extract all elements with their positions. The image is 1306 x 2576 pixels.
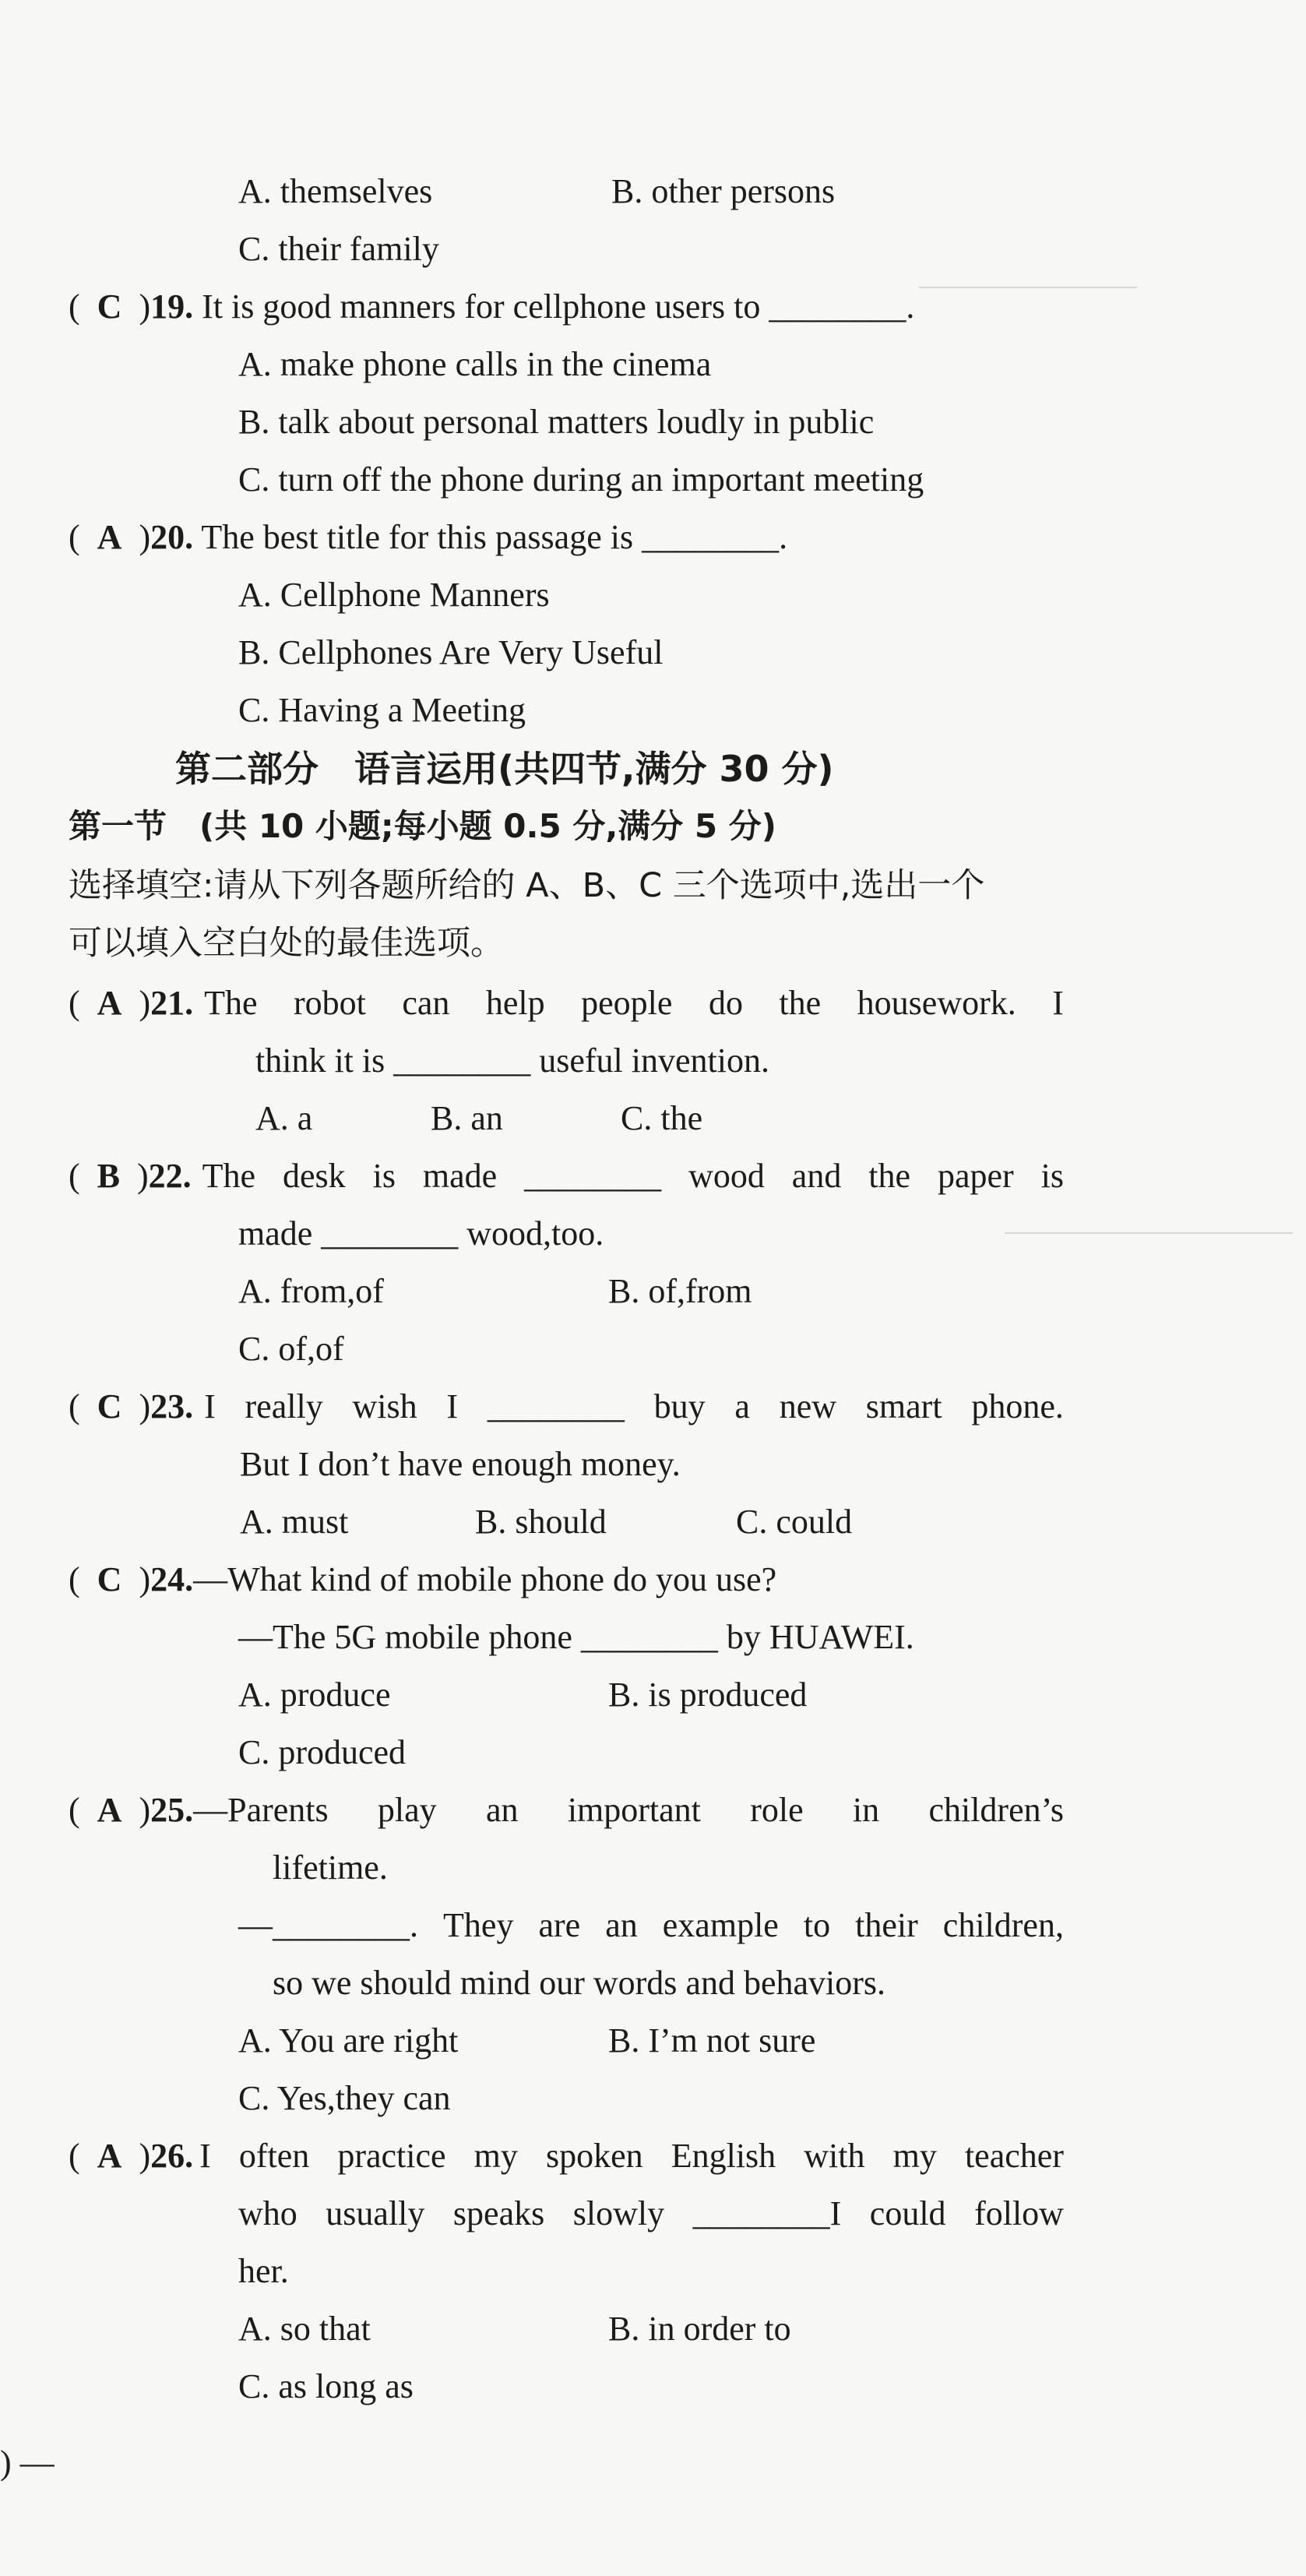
q23-option-c: C. could [736,1503,853,1541]
word: new [779,1387,837,1425]
q25-option-b: B. I’m not sure [608,2021,816,2060]
question-stem: —What kind of mobile phone do you use? [193,1560,777,1598]
word: to [803,1906,831,1944]
question-number: 20. [150,518,194,556]
word: people [581,984,673,1022]
instructions-line1: 选择填空:请从下列各题所给的 A、B、C 三个选项中,选出一个 [69,866,985,905]
word: the [779,984,822,1022]
word: an [605,1906,638,1944]
q20-option-b: B. Cellphones Are Very Useful [238,633,664,671]
word: in [852,1791,880,1829]
word: I [1052,984,1064,1022]
word: can [402,984,450,1022]
question-number: 26. [150,2137,194,2175]
question-24: ( C )24.—What kind of mobile phone do you use? [69,1560,777,1598]
answer-20: A [97,518,122,556]
q26-option-b: B. in order to [608,2310,791,2348]
word: is [372,1157,396,1195]
blank: —________. [238,1906,418,1944]
word: slowly [572,2194,665,2232]
q19-option-c: C. turn off the phone during an important meeting [238,460,924,499]
question-stem: The best title for this passage is ________. [201,518,788,556]
word: buy [653,1387,706,1425]
word: is [1040,1157,1064,1195]
word: a [734,1387,750,1425]
q25-line4: so we should mind our words and behaviors. [273,1964,886,2002]
word: paper [937,1157,1014,1195]
q22-line2: made ________ wood,too. [238,1214,604,1253]
answer-23: C [97,1387,122,1425]
word: phone. [971,1387,1064,1425]
word: robot [293,984,366,1022]
answer-22: B [97,1157,121,1195]
q26-line2 [238,2194,1064,2232]
word: made [422,1157,498,1195]
word: important [567,1791,701,1829]
q22-option-a: A. from,of [238,1272,384,1310]
q20-option-c: C. Having a Meeting [238,691,526,729]
word: my [892,2137,937,2175]
q21-option-c: C. the [621,1099,703,1137]
q22-option-b: B. of,from [608,1272,752,1310]
word: do [708,984,743,1022]
word: the [868,1157,911,1195]
q25-line2: lifetime. [273,1848,388,1887]
answer-26: A [97,2137,122,2175]
question-26: ( A )26. I often practice my spoken English with my teacher [69,2137,1064,2175]
blank: ________ [487,1387,625,1425]
question-number: 23. [150,1387,194,1425]
q18-option-c: C. their family [238,230,439,268]
q25-option-a: A. You are right [238,2021,459,2060]
word: help [485,984,545,1022]
word: housework. [857,984,1016,1022]
q23-line2: But I don’t have enough money. [240,1445,681,1483]
q26-line3: her. [238,2252,289,2290]
word: often [238,2137,310,2175]
question-22: ( B )22. The desk is made ________ wood and the paper is [69,1157,1064,1195]
question-25: ( A )25. —Parents play an important role in children’s [69,1791,1064,1829]
word: wish [352,1387,417,1425]
word: example [662,1906,779,1944]
word: The [202,1157,256,1195]
instructions-line2: 可以填入空白处的最佳选项。 [69,924,504,963]
q23-option-b: B. should [475,1503,607,1541]
word: —Parents [193,1791,329,1829]
word: practice [337,2137,446,2175]
word: play [377,1791,437,1829]
word: could [869,2194,946,2232]
q21-option-b: B. an [431,1099,503,1137]
question-stem: It is good manners for cellphone users to ________. [202,287,915,326]
question-number: 21. [150,984,194,1022]
word: usually [326,2194,425,2232]
q24-option-b: B. is produced [608,1676,808,1714]
question-20: ( A )20. The best title for this passage is ________. [69,518,788,556]
q19-option-b: B. talk about personal matters loudly in public [238,403,875,441]
word: I [199,2137,211,2175]
word: their [855,1906,918,1944]
q20-option-a: A. Cellphone Manners [238,576,550,614]
question-number: 25. [150,1791,194,1829]
q18-option-a: A. themselves [238,172,433,210]
word: They [443,1906,514,1944]
word: children, [942,1906,1064,1944]
question-number: 24. [150,1560,194,1598]
q24-option-a: A. produce [238,1676,391,1714]
scan-line [1005,1232,1293,1234]
answer-19: C [97,287,122,326]
blank: ________ [524,1157,662,1195]
word: my [473,2137,518,2175]
part2-title: 第二部分 语言运用(共四节,满分 30 分) [175,748,834,790]
word: really [245,1387,323,1425]
question-23: ( C )23. I really wish I ________ buy a new smart phone. [69,1387,1064,1425]
q26-option-c: C. as long as [238,2367,414,2405]
word: I [204,1387,216,1425]
word: are [538,1906,581,1944]
q24-line2: —The 5G mobile phone ________ by HUAWEI. [238,1618,914,1656]
word: I [446,1387,459,1425]
q26-option-a: A. so that [238,2310,371,2348]
word: follow [974,2194,1064,2232]
question-number: 22. [148,1157,192,1195]
answer-25: A [97,1791,122,1829]
q24-option-c: C. produced [238,1733,407,1771]
question-19: ( C )19. It is good manners for cellphone users to ________. [69,287,915,326]
q23-option-a: A. must [240,1503,349,1541]
answer-24: C [97,1560,122,1598]
word: spoken [545,2137,643,2175]
word: an [485,1791,519,1829]
q25-line3 [238,1908,1064,1943]
word: English [671,2137,776,2175]
q19-option-a: A. make phone calls in the cinema [238,345,712,383]
word: and [791,1157,842,1195]
q22-option-c: C. of,of [238,1330,344,1368]
q21-option-a: A. a [255,1099,313,1137]
question-21: ( A )21. The robot can help people do the housework. I [69,984,1064,1022]
q18-option-b: B. other persons [611,172,836,210]
word: children’s [928,1791,1064,1829]
q21-line2: think it is ________ useful invention. [255,1041,769,1080]
section1-title: 第一节 (共 10 小题;每小题 0.5 分,满分 5 分) [69,807,776,845]
page-footer: ) — [0,2444,55,2482]
word: teacher [964,2137,1064,2175]
word: speaks [452,2194,545,2232]
blank: ________I [692,2194,842,2232]
word: The [204,984,258,1022]
question-number: 19. [150,287,194,326]
word: wood [688,1157,765,1195]
scan-line [919,287,1137,288]
word: with [804,2137,865,2175]
word: who [238,2194,297,2232]
word: desk [283,1157,346,1195]
q25-option-c: C. Yes,they can [238,2079,451,2117]
word: smart [865,1387,942,1425]
word: role [750,1791,804,1829]
answer-21: A [97,984,122,1022]
